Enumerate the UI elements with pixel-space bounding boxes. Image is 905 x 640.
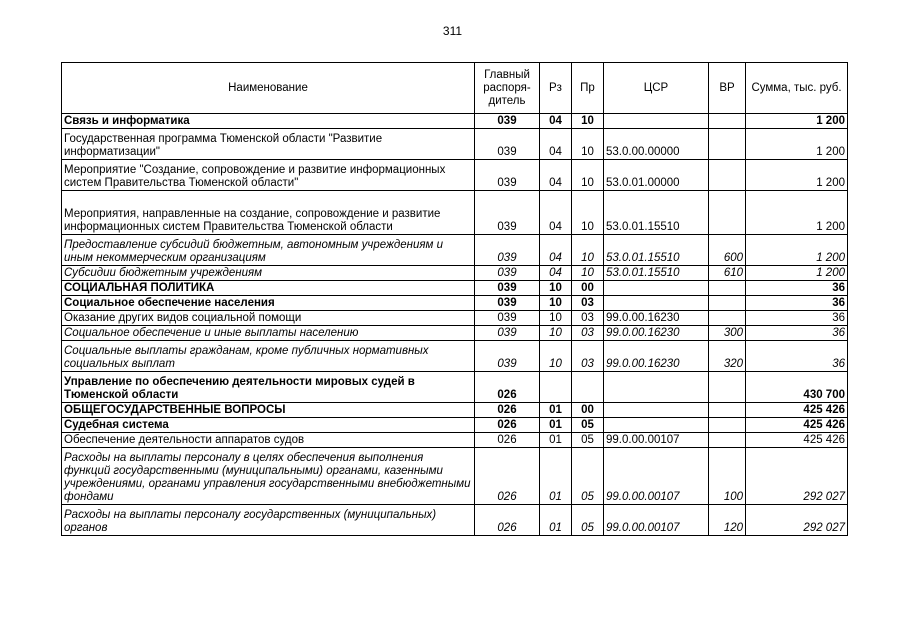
cell-csr: [604, 403, 709, 418]
cell-pr: 10: [572, 235, 604, 266]
cell-vr: [709, 114, 746, 129]
cell-csr: 99.0.00.00107: [604, 433, 709, 448]
cell-admin: 026: [475, 418, 540, 433]
cell-rz: 01: [540, 403, 572, 418]
cell-name: Связь и информатика: [62, 114, 475, 129]
cell-name: Субсидии бюджетным учреждениям: [62, 266, 475, 281]
table-row: [62, 296, 848, 311]
cell-vr: [709, 403, 746, 418]
cell-vr: [709, 311, 746, 326]
table-row: [62, 191, 848, 235]
cell-pr: [572, 372, 604, 403]
cell-pr: 10: [572, 129, 604, 160]
cell-rz: 01: [540, 505, 572, 536]
cell-pr: 03: [572, 326, 604, 341]
cell-pr: 10: [572, 191, 604, 235]
cell-vr: [709, 191, 746, 235]
page-number: 311: [442, 24, 463, 38]
table-row: [62, 235, 848, 266]
cell-sum: 292 027: [746, 505, 848, 536]
header-rz: Рз: [540, 63, 572, 114]
header-vr: ВР: [709, 63, 746, 114]
cell-sum: 36: [746, 311, 848, 326]
cell-sum: 425 426: [746, 403, 848, 418]
table-row: [62, 341, 848, 372]
cell-vr: 120: [709, 505, 746, 536]
cell-name: Управление по обеспечению деятельности мировых судей в Тюменской области: [62, 372, 475, 403]
cell-sum: 425 426: [746, 433, 848, 448]
table-row: [62, 403, 848, 418]
cell-pr: 10: [572, 160, 604, 191]
cell-name: Социальные выплаты гражданам, кроме публичных нормативных социальных выплат: [62, 341, 475, 372]
cell-csr: 99.0.00.16230: [604, 326, 709, 341]
cell-admin: 026: [475, 505, 540, 536]
cell-rz: 01: [540, 418, 572, 433]
cell-csr: 99.0.00.00107: [604, 505, 709, 536]
cell-rz: 04: [540, 266, 572, 281]
cell-vr: 300: [709, 326, 746, 341]
cell-vr: [709, 418, 746, 433]
cell-admin: 039: [475, 129, 540, 160]
cell-rz: 10: [540, 341, 572, 372]
cell-rz: 04: [540, 191, 572, 235]
cell-name: Обеспечение деятельности аппаратов судов: [62, 433, 475, 448]
cell-name: Предоставление субсидий бюджетным, автономным учреждениям и иным некоммерческим организациям: [62, 235, 475, 266]
cell-rz: 10: [540, 281, 572, 296]
cell-admin: 039: [475, 296, 540, 311]
cell-name: Социальное обеспечение населения: [62, 296, 475, 311]
cell-sum: 1 200: [746, 235, 848, 266]
table-row: [62, 448, 848, 505]
cell-pr: 00: [572, 281, 604, 296]
cell-csr: 99.0.00.16230: [604, 311, 709, 326]
cell-sum: 1 200: [746, 160, 848, 191]
cell-admin: 039: [475, 341, 540, 372]
cell-admin: 039: [475, 281, 540, 296]
cell-sum: 1 200: [746, 191, 848, 235]
cell-pr: 05: [572, 505, 604, 536]
cell-csr: 53.0.00.00000: [604, 129, 709, 160]
cell-sum: 1 200: [746, 129, 848, 160]
cell-csr: [604, 114, 709, 129]
cell-sum: 36: [746, 341, 848, 372]
cell-vr: [709, 281, 746, 296]
table-row: [62, 160, 848, 191]
header-name: Наименование: [62, 63, 475, 114]
header-sum: Сумма, тыс. руб.: [746, 63, 848, 114]
cell-name: Расходы на выплаты персоналу государственных (муниципальных) органов: [62, 505, 475, 536]
cell-name: Оказание других видов социальной помощи: [62, 311, 475, 326]
cell-csr: [604, 281, 709, 296]
cell-vr: [709, 129, 746, 160]
cell-pr: 05: [572, 418, 604, 433]
cell-pr: 03: [572, 296, 604, 311]
cell-rz: 01: [540, 433, 572, 448]
budget-table: [61, 62, 848, 536]
cell-vr: 100: [709, 448, 746, 505]
cell-admin: 039: [475, 191, 540, 235]
cell-pr: 03: [572, 341, 604, 372]
cell-pr: 03: [572, 311, 604, 326]
header-main-admin: Главный распоря-дитель: [475, 63, 540, 114]
cell-sum: 36: [746, 296, 848, 311]
cell-admin: 026: [475, 372, 540, 403]
cell-csr: 53.0.01.15510: [604, 191, 709, 235]
cell-csr: 53.0.01.15510: [604, 266, 709, 281]
table-row: [62, 433, 848, 448]
cell-rz: 04: [540, 114, 572, 129]
cell-sum: 425 426: [746, 418, 848, 433]
cell-admin: 039: [475, 235, 540, 266]
table-row: [62, 281, 848, 296]
cell-admin: 026: [475, 403, 540, 418]
cell-rz: 01: [540, 448, 572, 505]
cell-name: ОБЩЕГОСУДАРСТВЕННЫЕ ВОПРОСЫ: [62, 403, 475, 418]
cell-sum: 430 700: [746, 372, 848, 403]
cell-name: СОЦИАЛЬНАЯ ПОЛИТИКА: [62, 281, 475, 296]
table-row: [62, 505, 848, 536]
cell-admin: 026: [475, 448, 540, 505]
table-row: [62, 418, 848, 433]
cell-csr: 99.0.00.16230: [604, 341, 709, 372]
cell-sum: 36: [746, 326, 848, 341]
cell-sum: 292 027: [746, 448, 848, 505]
cell-csr: 99.0.00.00107: [604, 448, 709, 505]
cell-rz: 04: [540, 235, 572, 266]
cell-vr: [709, 296, 746, 311]
cell-sum: 36: [746, 281, 848, 296]
cell-admin: 039: [475, 266, 540, 281]
cell-name: Расходы на выплаты персоналу в целях обеспечения выполнения функций государственными (муниципальными) органами, казенными учреждениями, органами управления государственными внебюджетными фондами: [62, 448, 475, 505]
cell-vr: [709, 433, 746, 448]
cell-pr: 05: [572, 448, 604, 505]
cell-vr: [709, 372, 746, 403]
cell-rz: 10: [540, 311, 572, 326]
cell-csr: 53.0.01.00000: [604, 160, 709, 191]
cell-rz: 10: [540, 296, 572, 311]
table-header-row: [62, 63, 848, 114]
cell-name: Мероприятия, направленные на создание, сопровождение и развитие информационных систем Правительства Тюменской области: [62, 191, 475, 235]
cell-name: Мероприятие "Создание, сопровождение и развитие информационных систем Правительства Тюменской области": [62, 160, 475, 191]
cell-admin: 039: [475, 114, 540, 129]
header-csr: ЦСР: [604, 63, 709, 114]
cell-sum: 1 200: [746, 266, 848, 281]
cell-rz: 04: [540, 160, 572, 191]
cell-csr: [604, 418, 709, 433]
cell-admin: 039: [475, 160, 540, 191]
cell-vr: [709, 160, 746, 191]
cell-pr: 10: [572, 266, 604, 281]
cell-csr: 53.0.01.15510: [604, 235, 709, 266]
cell-rz: [540, 372, 572, 403]
table-row: [62, 266, 848, 281]
cell-rz: 10: [540, 326, 572, 341]
table-row: [62, 114, 848, 129]
cell-pr: 10: [572, 114, 604, 129]
table-row: [62, 129, 848, 160]
header-pr: Пр: [572, 63, 604, 114]
cell-name: Государственная программа Тюменской области "Развитие информатизации": [62, 129, 475, 160]
cell-admin: 039: [475, 326, 540, 341]
table-row: [62, 372, 848, 403]
cell-admin: 039: [475, 311, 540, 326]
table-row: [62, 326, 848, 341]
cell-csr: [604, 372, 709, 403]
cell-csr: [604, 296, 709, 311]
cell-sum: 1 200: [746, 114, 848, 129]
cell-admin: 026: [475, 433, 540, 448]
cell-vr: 320: [709, 341, 746, 372]
cell-name: Судебная система: [62, 418, 475, 433]
cell-vr: 610: [709, 266, 746, 281]
cell-pr: 00: [572, 403, 604, 418]
cell-pr: 05: [572, 433, 604, 448]
cell-rz: 04: [540, 129, 572, 160]
cell-vr: 600: [709, 235, 746, 266]
cell-name: Социальное обеспечение и иные выплаты населению: [62, 326, 475, 341]
table-row: [62, 311, 848, 326]
